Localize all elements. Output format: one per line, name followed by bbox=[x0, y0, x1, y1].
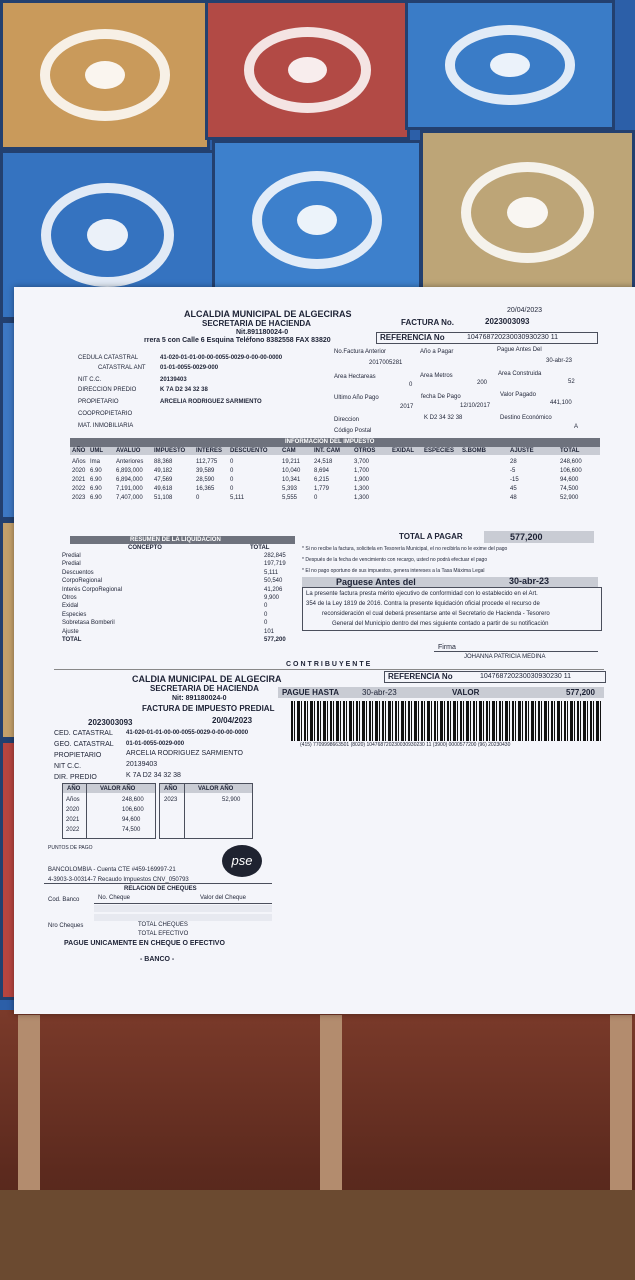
liquidacion-concept: TOTAL bbox=[62, 637, 82, 643]
direccion-label: DIRECCION PREDIO bbox=[78, 387, 137, 393]
liquidacion-value: 197,719 bbox=[264, 561, 286, 568]
pague-unicamente: PAGUE UNICAMENTE EN CHEQUE O EFECTIVO bbox=[64, 940, 225, 947]
address: rrera 5 con Calle 6 Esquina Teléfono 8382558 FAX 83820 bbox=[144, 337, 331, 344]
tile bbox=[205, 0, 410, 140]
stub-secretary: SECRETARIA DE HACIENDA bbox=[150, 684, 259, 693]
reference-number: 104768720230030930230 11 bbox=[467, 334, 558, 341]
tax-table-cell: 7,191,000 bbox=[116, 486, 143, 492]
tax-table-cell: 1,779 bbox=[314, 486, 330, 492]
banco-label: - BANCO - bbox=[140, 956, 175, 963]
stub-reference-number: 104768720230030930230 11 bbox=[480, 673, 571, 680]
paguese-label: Paguese Antes del bbox=[336, 577, 416, 587]
area-metros-label: Area Metros bbox=[420, 373, 453, 379]
firma-line bbox=[434, 651, 598, 652]
cheque-row bbox=[94, 914, 272, 921]
tax-table-cell: 5,393 bbox=[282, 486, 298, 492]
liquidacion-value: 0 bbox=[264, 611, 268, 618]
no-cheque-label: No. Cheque bbox=[98, 895, 131, 901]
direccion-value: K 7A D2 34 32 38 bbox=[160, 387, 208, 393]
ano-pagar-label: Año a Pagar bbox=[420, 349, 454, 355]
note-2: * Después de la fecha de vencimiento con recargo, usted no podrá efectuar el pago bbox=[302, 557, 488, 563]
tax-table-title: INFORMACION DEL IMPUESTO bbox=[70, 438, 600, 447]
tax-table-cell: 10,341 bbox=[282, 477, 301, 483]
stub-ced-value: 41-020-01-01-00-00-0055-0029-0-00-00-0000 bbox=[126, 730, 249, 736]
stub-nit-value: 20139403 bbox=[126, 761, 158, 768]
liquidacion-concept: Predial bbox=[62, 553, 81, 559]
valor-pagado-value: 441,100 bbox=[550, 400, 572, 406]
liquidacion-concept: Predial bbox=[62, 561, 81, 568]
ultimo-ano-value: 2017 bbox=[400, 404, 414, 410]
tax-table-cell: 28,590 bbox=[196, 477, 215, 483]
destino-value: A bbox=[574, 424, 579, 430]
tax-table-cell: Ima bbox=[90, 459, 101, 465]
year-value: 248,600 bbox=[122, 797, 144, 803]
propietario-value: ARCELIA RODRIGUEZ SARMIENTO bbox=[160, 399, 262, 405]
note-1: * Si no recibe la factura, solicitela en Tesorería Municipal, el no recibirla no le exime del pago bbox=[302, 546, 508, 552]
tax-table-cell: 6,894,000 bbox=[116, 477, 143, 483]
tax-table-cell: 47,569 bbox=[154, 477, 173, 483]
nit-cc-value: 20139403 bbox=[160, 377, 187, 383]
liquidacion-concept: Descuentos bbox=[62, 569, 94, 576]
liquidacion-value: 50,540 bbox=[264, 578, 283, 585]
tax-table-header: ESPECIES bbox=[424, 448, 455, 454]
tax-table-cell: 74,500 bbox=[560, 486, 579, 492]
liquidacion-value: 0 bbox=[264, 603, 268, 610]
tax-table-cell: 1,900 bbox=[354, 477, 370, 483]
tax-table-cell: 2022 bbox=[72, 486, 86, 492]
divider bbox=[184, 783, 185, 839]
total-label: TOTAL A PAGAR bbox=[399, 532, 463, 541]
legal-line-4: General del Municipio dentro del mes siguiente contado a partir de su notificación bbox=[332, 621, 549, 627]
tax-table-cell: 1,300 bbox=[354, 495, 370, 501]
puntos-label: PUNTOS DE PAGO bbox=[48, 845, 93, 851]
tax-table-cell: 6.90 bbox=[90, 486, 102, 492]
area-hect-value: 0 bbox=[409, 382, 413, 388]
tax-table-cell: 6.90 bbox=[90, 468, 102, 474]
direccion2-label: Direccion bbox=[334, 417, 360, 423]
nit-cc-label: NIT C.C. bbox=[78, 377, 102, 383]
tax-table-cell: 0 bbox=[196, 495, 200, 501]
valor-cheque-label: Valor del Cheque bbox=[200, 895, 246, 901]
tax-table-cell: 0 bbox=[230, 468, 234, 474]
cedula-value: 41-020-01-01-00-00-0055-0029-0-00-00-0000 bbox=[160, 355, 283, 361]
stub-ced-label: CED. CATASTRAL bbox=[54, 730, 113, 737]
tax-table-header: EXIDAL bbox=[392, 448, 415, 454]
payment-barcode bbox=[291, 701, 603, 741]
note-3: * El no pago oportuno de sus impuestos, genera intereses a la Tasa Máxima Legal bbox=[302, 568, 485, 574]
tax-table-cell: 94,600 bbox=[560, 477, 579, 483]
tax-table-cell: 6,215 bbox=[314, 477, 330, 483]
tax-table-header: OTROS bbox=[354, 448, 376, 454]
tax-table-cell: 2020 bbox=[72, 468, 86, 474]
catastral-ant-value: 01-01-0055-0029-000 bbox=[160, 365, 219, 371]
year-value: 94,600 bbox=[122, 817, 141, 823]
pague-antes-label: Pague Antes Del bbox=[497, 347, 542, 353]
stub-title: FACTURA DE IMPUESTO PREDIAL bbox=[142, 704, 275, 713]
tax-table-header: S.BOMB bbox=[462, 448, 486, 454]
liquidacion-value: 9,900 bbox=[264, 595, 280, 601]
liquidacion-concept: Interés CorpoRegional bbox=[62, 586, 123, 593]
tax-table-cell: 51,108 bbox=[154, 495, 173, 501]
tax-table-cell: Anteriores bbox=[116, 459, 144, 465]
pague-hasta-value: 30-abr-23 bbox=[362, 688, 397, 697]
wood-bench bbox=[0, 1190, 635, 1280]
tax-table-cell: 48 bbox=[510, 495, 517, 501]
valor-label: VALOR bbox=[452, 688, 480, 697]
liquidacion-concept: Especies bbox=[62, 611, 87, 618]
cheque-row bbox=[94, 905, 272, 912]
liquidacion-concept: Sobretasa Bomberil bbox=[62, 620, 115, 627]
tax-table-header: CAM bbox=[282, 448, 296, 454]
secretary-title: SECRETARIA DE HACIENDA bbox=[202, 319, 311, 328]
tax-table-header: AVALUO bbox=[116, 448, 141, 454]
year-left-ano-header: AÑO bbox=[67, 786, 81, 792]
tax-table-cell: 0 bbox=[314, 495, 318, 501]
copropietario-label: COOPROPIETARIO bbox=[78, 411, 133, 417]
plank bbox=[320, 1015, 342, 1195]
stub-invoice-number: 2023003093 bbox=[88, 718, 133, 727]
stub-nit: Nit: 891180024-0 bbox=[172, 695, 227, 702]
liquidacion-title: RESUMEN DE LA LIQUIDACION bbox=[70, 536, 295, 544]
tile bbox=[420, 130, 635, 295]
stub-geo-label: GEO. CATASTRAL bbox=[54, 741, 114, 748]
tax-table-cell: 8,694 bbox=[314, 468, 330, 474]
tile bbox=[0, 0, 210, 150]
tax-table-cell: 5,111 bbox=[230, 495, 245, 501]
tax-table-cell: -15 bbox=[510, 477, 519, 483]
tax-table-cell: 16,365 bbox=[196, 486, 215, 492]
tax-table-cell: 3,700 bbox=[354, 459, 370, 465]
year-value: 52,900 bbox=[222, 797, 241, 803]
stub-dir-label: DIR. PREDIO bbox=[54, 774, 97, 781]
tax-table-cell: 52,900 bbox=[560, 495, 579, 501]
year-value: 106,600 bbox=[122, 807, 144, 813]
cut-line bbox=[54, 669, 604, 670]
propietario-label: PROPIETARIO bbox=[78, 399, 119, 405]
tax-table-cell: 6,893,000 bbox=[116, 468, 143, 474]
tax-table-header: AJUSTE bbox=[510, 448, 534, 454]
tax-table-header: INT. CAM bbox=[314, 448, 340, 454]
factura-anterior-value: 2017005281 bbox=[369, 360, 403, 366]
year-label: 2021 bbox=[66, 817, 80, 823]
area-hect-label: Area Hectareas bbox=[334, 374, 376, 380]
tax-table-cell: 88,368 bbox=[154, 459, 173, 465]
stub-municipality: CALDIA MUNICIPAL DE ALGECIRA bbox=[132, 674, 282, 684]
liquidacion-concept: CorpoRegional bbox=[62, 578, 103, 585]
tax-table-cell: 28 bbox=[510, 459, 517, 465]
tax-table-cell: 7,407,000 bbox=[116, 495, 143, 501]
tax-table-cell: Años bbox=[72, 459, 86, 465]
invoice-date: 20/04/2023 bbox=[507, 307, 543, 314]
firma-label: Firma bbox=[438, 644, 456, 651]
stub-nit-label: NIT C.C. bbox=[54, 763, 82, 770]
liquidacion-value: 5,111 bbox=[264, 569, 279, 576]
tax-table-header: UML bbox=[90, 448, 103, 454]
year-label: Años bbox=[66, 797, 80, 803]
tax-table-cell: 24,518 bbox=[314, 459, 333, 465]
municipality-title: ALCALDIA MUNICIPAL DE ALGECIRAS bbox=[184, 309, 352, 319]
tax-table-header: AÑO bbox=[72, 448, 86, 454]
fecha-pago-value: 12/10/2017 bbox=[460, 403, 491, 409]
nit: Nit.891180024-0 bbox=[236, 329, 289, 336]
banco-line-2: 4-3903-3-00314-7 Recaudo Impuestos CNV_050793 bbox=[48, 877, 189, 883]
tile bbox=[212, 140, 422, 300]
destino-label: Destino Económico bbox=[500, 415, 552, 421]
legal-line-2: 354 de la Ley 1819 de 2016. Contra la presente liquidación oficial procede el recurso de bbox=[306, 601, 540, 607]
stub-geo-value: 01-01-0055-0029-000 bbox=[126, 741, 185, 747]
liquidacion-value: 101 bbox=[264, 628, 275, 635]
total-cheques-label: TOTAL CHEQUES bbox=[138, 922, 188, 928]
stub-date: 20/04/2023 bbox=[212, 716, 253, 725]
tax-invoice-document bbox=[14, 287, 635, 1014]
tax-table-cell: 19,211 bbox=[282, 459, 300, 465]
year-label: 2023 bbox=[164, 797, 178, 803]
tile bbox=[405, 0, 615, 130]
contribuyente-label: CONTRIBUYENTE bbox=[286, 661, 373, 668]
tax-table-header: TOTAL bbox=[560, 448, 580, 454]
year-value: 74,500 bbox=[122, 827, 141, 833]
valor-value: 577,200 bbox=[566, 688, 595, 697]
codigo-postal-label: Código Postal bbox=[334, 428, 372, 434]
firma-name: JOHANNA PATRICIA MEDINA bbox=[464, 654, 546, 660]
tax-table-cell: 1,300 bbox=[354, 486, 370, 492]
tax-table-cell: 6.90 bbox=[90, 477, 102, 483]
tax-table-header: INTERES bbox=[196, 448, 223, 454]
area-construida-value: 52 bbox=[568, 379, 575, 385]
tax-table-cell: 6.90 bbox=[90, 495, 102, 501]
nro-cheques-label: Nro Cheques bbox=[48, 923, 84, 929]
liquidacion-concept: Otros bbox=[62, 595, 77, 601]
area-metros-value: 200 bbox=[477, 380, 488, 386]
reference-label: REFERENCIA No bbox=[380, 333, 445, 342]
year-label: 2020 bbox=[66, 807, 80, 813]
total-value: 577,200 bbox=[484, 531, 594, 543]
tax-table-cell: 45 bbox=[510, 486, 517, 492]
divider bbox=[94, 903, 272, 904]
liquidacion-concept: Ajuste bbox=[62, 628, 79, 635]
tax-table-cell: 1,700 bbox=[354, 468, 370, 474]
fecha-pago-label: fecha De Pago bbox=[421, 394, 461, 400]
plank bbox=[18, 1015, 40, 1195]
liquidacion-concepto-header: CONCEPTO bbox=[128, 545, 162, 551]
tax-table-cell: 106,600 bbox=[560, 468, 582, 474]
divider bbox=[44, 883, 272, 884]
plank bbox=[610, 1015, 632, 1195]
tax-table-cell: 0 bbox=[230, 459, 234, 465]
liquidacion-value: 282,845 bbox=[264, 553, 286, 559]
year-label: 2022 bbox=[66, 827, 80, 833]
pague-antes-value: 30-abr-23 bbox=[546, 358, 573, 364]
invoice-number: 2023003093 bbox=[485, 317, 530, 326]
legal-line-1: La presente factura presta mérito ejecutivo de conformidad con lo establecido en el Art. bbox=[306, 591, 538, 597]
invoice-label: FACTURA No. bbox=[401, 318, 455, 327]
tax-table-cell: 49,618 bbox=[154, 486, 173, 492]
stub-reference-label: REFERENCIA No bbox=[388, 672, 453, 681]
year-left-valor-header: VALOR AÑO bbox=[100, 786, 136, 792]
cod-banco-label: Cod. Banco bbox=[48, 897, 80, 903]
stub-prop-value: ARCELIA RODRIGUEZ SARMIENTO bbox=[126, 750, 243, 757]
liquidacion-total-header: TOTAL bbox=[250, 545, 270, 551]
total-efectivo-label: TOTAL EFECTIVO bbox=[138, 931, 189, 937]
paguese-value: 30-abr-23 bbox=[509, 576, 550, 586]
valor-pagado-label: Valor Pagado bbox=[500, 392, 536, 398]
tax-table-cell: 112,775 bbox=[196, 459, 218, 465]
tax-table-cell: 49,182 bbox=[154, 468, 173, 474]
tax-table-header: IMPUESTO bbox=[154, 448, 186, 454]
cheques-title: RELACION DE CHEQUES bbox=[124, 886, 197, 892]
tax-table-header: DESCUENTO bbox=[230, 448, 268, 454]
tax-table-cell: 0 bbox=[230, 477, 234, 483]
stub-prop-label: PROPIETARIO bbox=[54, 752, 102, 759]
area-construida-label: Area Construida bbox=[498, 371, 542, 377]
banco-line-1: BANCOLOMBIA - Cuenta CTE #459-169997-21 bbox=[48, 867, 176, 873]
liquidacion-value: 41,206 bbox=[264, 586, 283, 593]
cedula-label: CEDULA CATASTRAL bbox=[78, 355, 139, 361]
catastral-ant-label: CATASTRAL ANT bbox=[98, 365, 146, 371]
ultimo-ano-label: Ultimo Año Pago bbox=[334, 395, 379, 401]
tax-table-cell: 2021 bbox=[72, 477, 86, 483]
tax-table-cell: 248,600 bbox=[560, 459, 582, 465]
legal-line-3: reconsideración el cual deberá presentarse ante el Secretario de Hacienda - Tesorero bbox=[322, 611, 550, 617]
liquidacion-concept: Exidal bbox=[62, 603, 79, 610]
tax-table-cell: -5 bbox=[510, 468, 516, 474]
year-right-valor-header: VALOR AÑO bbox=[198, 786, 234, 792]
tax-table-cell: 10,040 bbox=[282, 468, 301, 474]
matricula-label: MAT. INMOBILIARIA bbox=[78, 423, 134, 429]
divider bbox=[86, 783, 87, 839]
tax-table-cell: 39,589 bbox=[196, 468, 215, 474]
factura-anterior-label: No.Factura Anterior bbox=[334, 349, 387, 355]
liquidacion-value: 577,200 bbox=[264, 637, 286, 643]
stub-dir-value: K 7A D2 34 32 38 bbox=[126, 772, 181, 779]
liquidacion-value: 0 bbox=[264, 620, 268, 627]
tax-table-cell: 0 bbox=[230, 486, 234, 492]
tax-table-cell: 2023 bbox=[72, 495, 86, 501]
pse-logo: pse bbox=[222, 845, 262, 877]
direccion2-value: K D2 34 32 38 bbox=[424, 415, 463, 421]
year-right-ano-header: AÑO bbox=[164, 786, 178, 792]
tax-table-cell: 5,555 bbox=[282, 495, 298, 501]
pague-hasta-label: PAGUE HASTA bbox=[282, 688, 340, 697]
barcode-text: (415) 7709998663501 (8020) 104768720230030930230 11 (3900) 0000577200 (96) 20230430 bbox=[300, 742, 511, 748]
